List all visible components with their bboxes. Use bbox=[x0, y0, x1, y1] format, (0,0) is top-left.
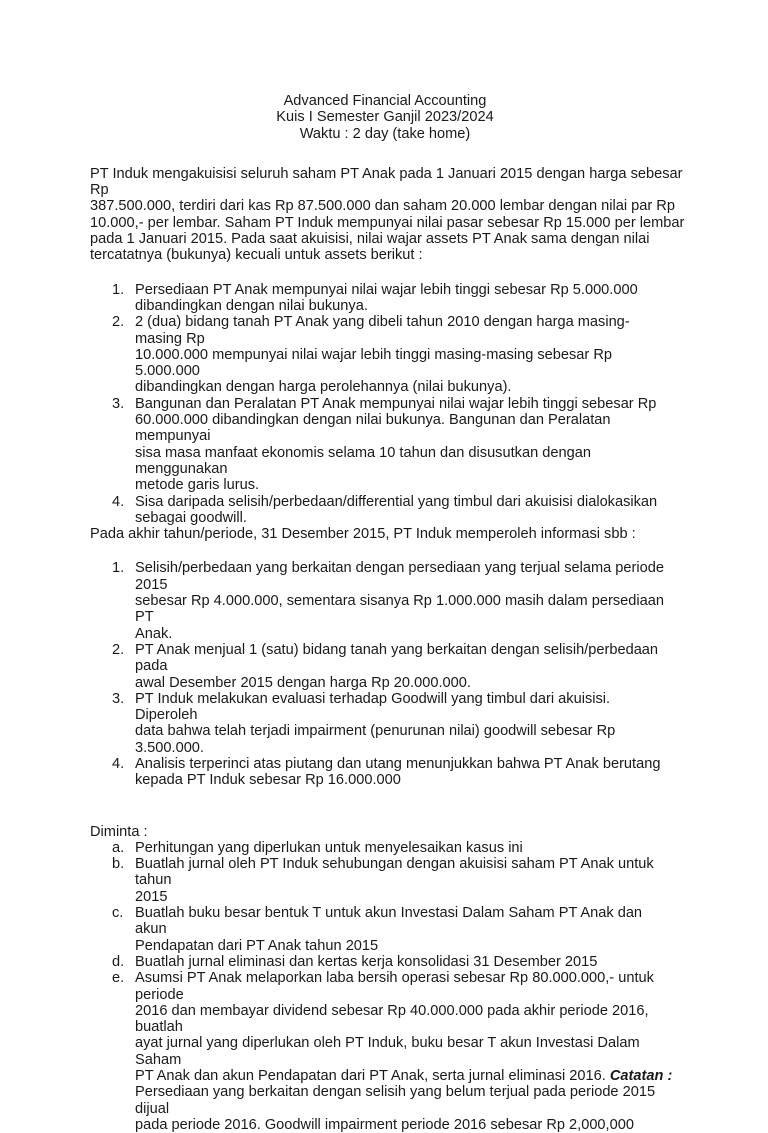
list-line: PT Anak menjual 1 (satu) bidang tanah yang berkaitan dengan selisih/perbedaan pada bbox=[135, 641, 659, 675]
list-marker: 1. bbox=[112, 281, 125, 298]
list-line: Anak. bbox=[135, 625, 173, 642]
list-marker: 4. bbox=[112, 755, 125, 772]
list-line: ayat jurnal yang diperlukan oleh PT Induk, buku besar T akun Investasi Dalam Saham bbox=[135, 1035, 640, 1068]
list-item bbox=[90, 970, 675, 1133]
time-info: Waktu : 2 day (take home) bbox=[299, 125, 471, 142]
list-line: dibandingkan dengan nilai bukunya. bbox=[135, 297, 368, 314]
list-line-text: PT Anak dan akun Pendapatan dari PT Anak, serta jurnal eliminasi 2016. bbox=[135, 1068, 610, 1085]
list-item bbox=[90, 954, 675, 970]
list-item bbox=[90, 840, 675, 856]
list-marker: e. bbox=[112, 970, 125, 987]
intro-line: 10.000,- per lembar. Saham PT Induk mempunyai nilai pasar sebesar Rp 15.000 per lembar bbox=[90, 214, 685, 231]
document-header bbox=[90, 93, 680, 142]
list-line: Bangunan dan Peralatan PT Anak mempunyai nilai wajar lebih tinggi sebesar Rp bbox=[135, 395, 657, 412]
course-title: Advanced Financial Accounting bbox=[283, 93, 487, 109]
list-marker: 2. bbox=[112, 314, 125, 331]
intro-line: tercatatnya (bukunya) kecuali untuk assets berikut : bbox=[90, 247, 423, 264]
list-line: Buatlah buku besar bentuk T untuk akun Investasi Dalam Saham PT Anak dan akun bbox=[135, 905, 643, 938]
list-line: 2016 dan membayar dividend sebesar Rp 40.000.000 pada akhir periode 2016, buatlah bbox=[135, 1002, 649, 1036]
list-line: Asumsi PT Anak melaporkan laba bersih operasi sebesar Rp 80.000.000,- untuk periode bbox=[135, 970, 654, 1003]
list-line: Pendapatan dari PT Anak tahun 2015 bbox=[135, 937, 379, 954]
list-marker: 2. bbox=[112, 641, 125, 658]
intro-paragraph bbox=[90, 166, 690, 264]
list-item bbox=[90, 856, 675, 905]
list-item bbox=[90, 691, 670, 756]
list-line: Persediaan PT Anak mempunyai nilai wajar lebih tinggi sebesar Rp 5.000.000 bbox=[135, 281, 638, 298]
list-marker: d. bbox=[112, 953, 125, 970]
quiz-subtitle: Kuis I Semester Ganjil 2023/2024 bbox=[276, 109, 494, 126]
intro-line: PT Induk mengakuisisi seluruh saham PT Anak pada 1 Januari 2015 dengan harga sebesar Rp bbox=[90, 165, 683, 199]
list-marker: 4. bbox=[112, 493, 125, 510]
list-line: sisa masa manfaat ekonomis selama 10 tahun dan disusutkan dengan menggunakan bbox=[135, 444, 591, 477]
list-marker: 3. bbox=[112, 690, 125, 707]
list-line: 2015 bbox=[135, 888, 168, 905]
list-marker: c. bbox=[112, 905, 124, 922]
note-label: Catatan : bbox=[609, 1068, 673, 1085]
list-line: data bahwa telah terjadi impairment (penurunan nilai) goodwill sebesar Rp 3.500.000. bbox=[135, 723, 616, 756]
list-line: dibandingkan dengan harga perolehannya (nilai bukunya). bbox=[135, 379, 512, 396]
list-line: sebesar Rp 4.000.000, sementara sisanya Rp 1.000.000 masih dalam persediaan PT bbox=[135, 593, 664, 626]
list-line: Buatlah jurnal eliminasi dan kertas kerja konsolidasi 31 Desember 2015 bbox=[135, 953, 598, 970]
list-marker: b. bbox=[112, 856, 125, 873]
list-line: kepada PT Induk sebesar Rp 16.000.000 bbox=[135, 772, 401, 789]
info-list bbox=[90, 560, 690, 788]
list-item bbox=[90, 560, 670, 641]
list-marker: 3. bbox=[112, 395, 125, 412]
list-item bbox=[90, 282, 670, 315]
list-item bbox=[90, 396, 670, 494]
list-line: metode garis lurus. bbox=[135, 477, 260, 494]
intro-line: 387.500.000, terdiri dari kas Rp 87.500.000 dan saham 20.000 lembar dengan nilai par Rp bbox=[90, 198, 675, 215]
required-heading: Diminta : bbox=[90, 823, 148, 840]
list-line: pada periode 2016. Goodwill impairment periode 2016 sebesar Rp 2,000,000 bbox=[135, 1116, 634, 1133]
list-line: Selisih/perbedaan yang berkaitan dengan persediaan yang terjual selama periode 2015 bbox=[135, 560, 664, 593]
list-line: Persediaan yang berkaitan dengan selisih yang belum terjual pada periode 2015 dijual bbox=[135, 1084, 656, 1117]
list-marker: 1. bbox=[112, 560, 125, 577]
document-body bbox=[90, 93, 690, 1133]
list-line: 60.000.000 dibandingkan dengan nilai bukunya. Bangunan dan Peralatan mempunyai bbox=[135, 412, 611, 445]
list-item bbox=[90, 314, 670, 395]
required-list bbox=[90, 840, 690, 1133]
list-line: awal Desember 2015 dengan harga Rp 20.000.000. bbox=[135, 674, 471, 691]
list-item bbox=[90, 494, 670, 527]
list-marker: a. bbox=[112, 839, 125, 856]
list-item bbox=[90, 756, 670, 789]
list-line: Perhitungan yang diperlukan untuk menyelesaikan kasus ini bbox=[135, 839, 523, 856]
intro-line: pada 1 Januari 2015. Pada saat akuisisi, nilai wajar assets PT Anak sama dengan nilai bbox=[90, 231, 650, 248]
list-item bbox=[90, 905, 675, 954]
list-line: 10.000.000 mempunyai nilai wajar lebih tinggi masing-masing sebesar Rp 5.000.000 bbox=[135, 346, 612, 380]
list-line: 2 (dua) bidang tanah PT Anak yang dibeli tahun 2010 dengan harga masing-masing Rp bbox=[135, 314, 630, 347]
list-line bbox=[135, 1068, 675, 1084]
assets-list bbox=[90, 282, 690, 526]
list-line: Analisis terperinci atas piutang dan utang menunjukkan bahwa PT Anak berutang bbox=[135, 755, 661, 772]
period-intro: Pada akhir tahun/periode, 31 Desember 2015, PT Induk memperoleh informasi sbb : bbox=[90, 526, 636, 543]
list-line: sebagai goodwill. bbox=[135, 509, 247, 526]
list-item bbox=[90, 642, 670, 691]
list-line: PT Induk melakukan evaluasi terhadap Goodwill yang timbul dari akuisisi. Diperoleh bbox=[135, 690, 611, 724]
list-line: Buatlah jurnal oleh PT Induk sehubungan dengan akuisisi saham PT Anak untuk tahun bbox=[135, 856, 654, 889]
list-line: Sisa daripada selisih/perbedaan/differential yang timbul dari akuisisi dialokasikan bbox=[135, 493, 658, 510]
